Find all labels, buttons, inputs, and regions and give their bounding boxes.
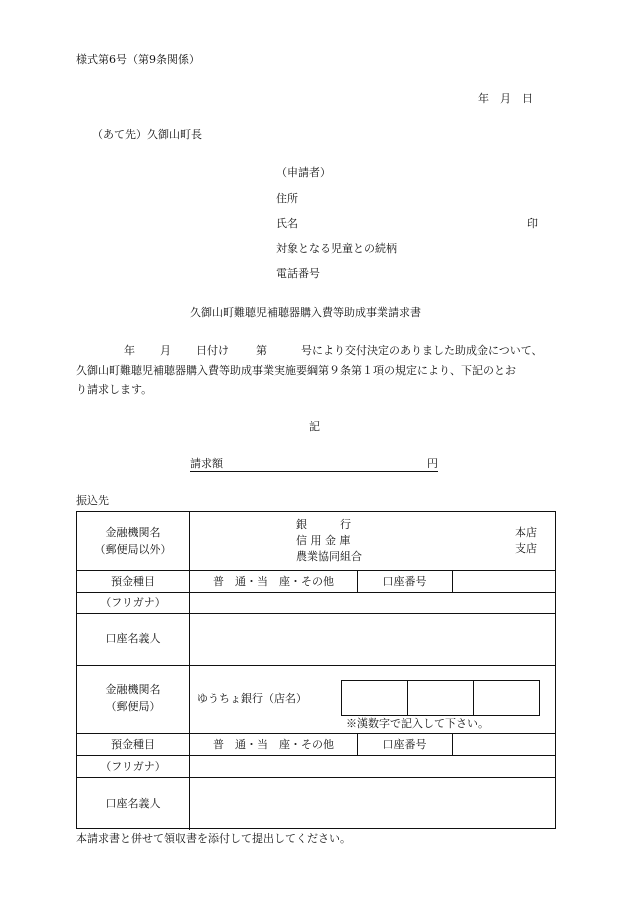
institution-sub-label: （郵便局以外） bbox=[94, 543, 172, 556]
inst-type-bank: 銀 行 bbox=[296, 518, 351, 531]
body-year: 年 bbox=[124, 344, 135, 357]
body-line1-rest: 号により交付決定のありました助成金について、 bbox=[301, 344, 543, 357]
body-line3: り請求します。 bbox=[76, 383, 153, 396]
post-account-number-label: 口座番号 bbox=[382, 738, 427, 751]
transfer-table bbox=[76, 511, 556, 829]
deposit-type-label: 預金種目 bbox=[111, 575, 155, 588]
body-month: 月 bbox=[160, 344, 171, 357]
kanji-note: ※漢数字で記入して下さい。 bbox=[346, 717, 489, 730]
applicant-heading: （申請者） bbox=[276, 166, 331, 179]
name-label: 氏名 bbox=[276, 217, 298, 230]
post-institution-label: 金融機関名 bbox=[105, 683, 161, 696]
claim-unit: 円 bbox=[427, 457, 438, 470]
post-institution-sub-label: （郵便局） bbox=[105, 700, 161, 713]
seal-mark: 印 bbox=[527, 217, 538, 230]
post-furigana-label: （フリガナ） bbox=[100, 760, 166, 773]
holder-label: 口座名義人 bbox=[105, 632, 161, 645]
form-number: 様式第6号（第9条関係） bbox=[76, 53, 200, 66]
post-deposit-options: 普 通・当 座・その他 bbox=[213, 738, 334, 751]
ki-heading: 記 bbox=[309, 420, 320, 433]
furigana-label: （フリガナ） bbox=[100, 596, 166, 609]
phone-label: 電話番号 bbox=[276, 267, 320, 280]
branch-name-boxes[interactable] bbox=[341, 680, 540, 716]
transfer-label: 振込先 bbox=[76, 494, 109, 507]
inst-type-nokyo: 農業協同組合 bbox=[296, 550, 362, 563]
address-label: 住所 bbox=[276, 192, 298, 205]
body-line2: 久御山町難聴児補聴器購入費等助成事業実施要綱第９条第１項の規定により、下記のとお bbox=[76, 364, 516, 377]
body-dai: 第 bbox=[256, 344, 267, 357]
body-dated: 日付け bbox=[196, 344, 229, 357]
footer-note: 本請求書と併せて領収書を添付して提出してください。 bbox=[76, 832, 351, 845]
deposit-options: 普 通・当 座・その他 bbox=[213, 575, 334, 588]
date-line: 年 月 日 bbox=[478, 92, 533, 105]
addressee: （あて先）久御山町長 bbox=[92, 128, 202, 141]
claim-amount-line bbox=[190, 458, 438, 472]
document-title: 久御山町難聴児補聴器購入費等助成事業請求書 bbox=[190, 306, 421, 319]
post-deposit-type-label: 預金種目 bbox=[111, 738, 155, 751]
relation-label: 対象となる児童との続柄 bbox=[276, 242, 397, 255]
branch-type-branch: 支店 bbox=[515, 542, 537, 555]
post-holder-label: 口座名義人 bbox=[105, 797, 161, 810]
claim-label: 請求額 bbox=[190, 457, 223, 470]
post-bank-name: ゆうちょ銀行（店名） bbox=[197, 692, 307, 705]
institution-label: 金融機関名 bbox=[105, 526, 161, 539]
branch-type-main: 本店 bbox=[515, 526, 537, 539]
account-number-label: 口座番号 bbox=[382, 575, 427, 588]
inst-type-shinkin: 信 用 金 庫 bbox=[296, 534, 351, 547]
